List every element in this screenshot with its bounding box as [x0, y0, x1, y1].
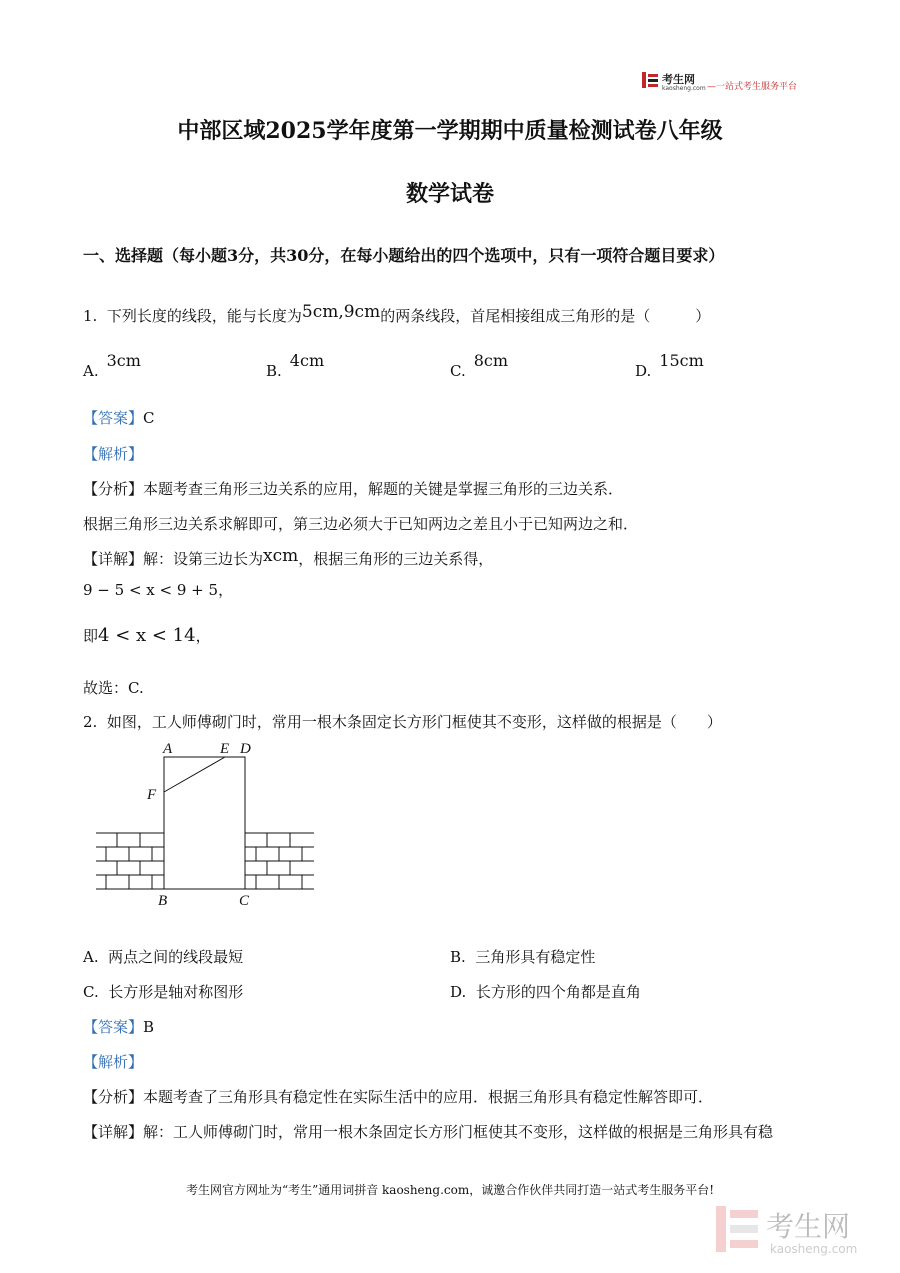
q1-explanation: 根据三角形三边关系求解即可，第三边必须大于已知两边之差且小于已知两边之和．	[83, 515, 639, 533]
q1-analysis-label: 【解析】	[83, 445, 144, 463]
svg-text:kaosheng.com: kaosheng.com	[770, 1242, 858, 1256]
q2-fenxi: 【分析】本题考查了三角形具有稳定性在实际生活中的应用．根据三角形具有稳定性解答即可．	[83, 1088, 714, 1106]
q2-answer: 【答案】B	[83, 1018, 155, 1036]
figure-label-b: B	[158, 893, 168, 909]
q1-choose: 故选：C.	[83, 679, 144, 697]
q1-inequality-2: 即4 < x < 14，	[83, 625, 211, 646]
q1-inequality-1: 9 − 5 < x < 9 + 5，	[83, 581, 234, 599]
figure-label-e: E	[220, 741, 230, 757]
brand-slogan: —一站式考生服务平台	[707, 82, 798, 92]
section-heading: 一、选择题（每小题3分，共30分，在每小题给出的四个选项中，只有一项符合题目要求）	[83, 246, 725, 265]
q2-option-b: B. 三角形具有稳定性	[450, 948, 596, 966]
brand-url: kaosheng.com	[662, 85, 706, 92]
right-brick-wall	[245, 833, 314, 889]
figure-label-a: A	[163, 741, 173, 757]
door-frame-rectangle	[164, 757, 245, 889]
footer-text: 考生网官方网址为“考生”通用词拼音 kaosheng.com，诚邀合作伙伴共同打造一站式考生服务平台!	[185, 1183, 715, 1197]
door-frame-figure	[90, 735, 330, 910]
q1-option-b: B.4cm	[266, 351, 325, 380]
brace-line	[164, 757, 225, 792]
q1-detail: 【详解】解：设第三边长为xcm，根据三角形的三边关系得，	[83, 546, 494, 568]
q2-option-a: A. 两点之间的线段最短	[83, 948, 244, 966]
q1-answer: 【答案】C	[83, 409, 155, 427]
q2-analysis-label: 【解析】	[83, 1053, 144, 1071]
figure-label-f: F	[147, 787, 157, 803]
q2-option-d: D. 长方形的四个角都是直角	[450, 983, 641, 1001]
left-brick-wall	[96, 833, 164, 889]
page-subtitle: 数学试卷	[405, 181, 494, 207]
q2-detail: 【详解】解：工人师傅砌门时，常用一根木条固定长方形门框使其不变形，这样做的根据是三角形具有稳	[83, 1123, 774, 1141]
q1-option-c: C.8cm	[450, 351, 509, 380]
q2-option-c: C. 长方形是轴对称图形	[83, 983, 244, 1001]
q1-stem: 1. 下列长度的线段，能与长度为5cm,9cm的两条线段，首尾相接组成三角形的是（ ）	[83, 302, 711, 325]
page-title: 中部区域2025学年度第一学期期中质量检测试卷八年级	[177, 118, 723, 144]
q1-option-d: D.15cm	[635, 351, 704, 380]
q1-fenxi: 【分析】本题考查三角形三边关系的应用，解题的关键是掌握三角形的三边关系．	[83, 480, 624, 498]
svg-text:考生网: 考生网	[766, 1210, 851, 1243]
kaosheng-logo-icon	[641, 71, 659, 89]
kaosheng-watermark	[714, 1202, 876, 1258]
q2-stem: 2. 如图，工人师傅砌门时，常用一根木条固定长方形门框使其不变形，这样做的根据是（ ）	[83, 713, 722, 731]
figure-label-c: C	[239, 893, 250, 909]
q1-option-a: A.3cm	[83, 351, 141, 380]
brand-name: 考生网	[662, 73, 695, 86]
figure-label-d: D	[240, 741, 251, 757]
